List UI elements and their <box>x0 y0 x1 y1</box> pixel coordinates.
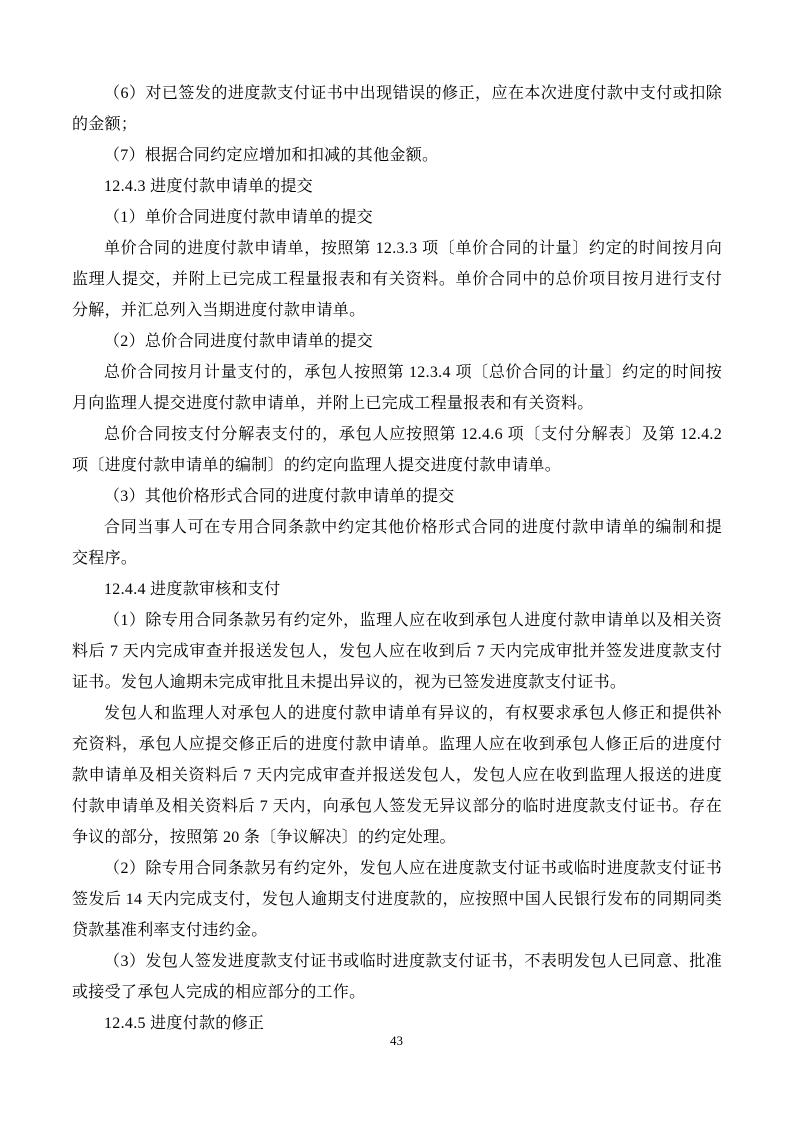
paragraph: （2）除专用合同条款另有约定外，发包人应在进度款支付证书或临时进度款支付证书签发后 14 天内完成支付，发包人逾期支付进度款的，应按照中国人民银行发布的同期同类贷款基准利率支付违约金。 <box>72 860 722 939</box>
paragraph: 单价合同的进度付款申请单，按照第 12.3.3 项〔单价合同的计量〕约定的时间按月向监理人提交，并附上已完成工程量报表和有关资料。单价合同中的总价项目按月进行支付分解，并汇总列入当期进度付款申请单。 <box>72 240 722 319</box>
paragraph: （1）单价合同进度付款申请单的提交 <box>104 209 374 226</box>
section-heading-12-4-4: 12.4.4 进度款审核和支付 <box>104 581 281 598</box>
paragraph: 总价合同按月计量支付的，承包人按照第 12.3.4 项〔总价合同的计量〕约定的时间按月向监理人提交进度付款申请单，并附上已完成工程量报表和有关资料。 <box>72 364 722 412</box>
document-body <box>72 78 722 1039</box>
paragraph: 总价合同按支付分解表支付的，承包人应按照第 12.4.6 项〔支付分解表〕及第 12.4.2 项〔进度付款申请单的编制〕的约定向监理人提交进度付款申请单。 <box>72 426 722 474</box>
paragraph: 合同当事人可在专用合同条款中约定其他价格形式合同的进度付款申请单的编制和提交程序。 <box>72 519 722 567</box>
paragraph: （2）总价合同进度付款申请单的提交 <box>104 333 374 350</box>
paragraph: （6）对已签发的进度款支付证书中出现错误的修正，应在本次进度付款中支付或扣除的金额； <box>72 85 722 133</box>
paragraph: （3）其他价格形式合同的进度付款申请单的提交 <box>104 488 455 505</box>
paragraph: （3）发包人签发进度款支付证书或临时进度款支付证书，不表明发包人已同意、批准或接受了承包人完成的相应部分的工作。 <box>72 953 722 1001</box>
section-heading-12-4-3: 12.4.3 进度付款申请单的提交 <box>104 178 314 195</box>
section-heading-12-4-5: 12.4.5 进度付款的修正 <box>104 1015 265 1032</box>
paragraph: （1）除专用合同条款另有约定外，监理人应在收到承包人进度付款申请单以及相关资料后 7 天内完成审查并报送发包人，发包人应在收到后 7 天内完成审批并签发进度款支付证书。发包人逾期未完成审批且未提出异议的，视为已签发进度款支付证书。 <box>72 612 722 691</box>
page-number: 43 <box>390 1033 403 1048</box>
paragraph: 发包人和监理人对承包人的进度付款申请单有异议的，有权要求承包人修正和提供补充资料，承包人应提交修正后的进度付款申请单。监理人应在收到承包人修正后的进度付款申请单及相关资料后 7 天内完成审查并报送发包人，发包人应在收到监理人报送的进度付款申请单及相关资料后 7 天内，向承包人签发无异议部分的临时进度款支付证书。存在争议的部分，按照第 20 条〔争议解决〕的约定处理。 <box>72 705 722 846</box>
paragraph: （7）根据合同约定应增加和扣减的其他金额。 <box>104 147 439 164</box>
